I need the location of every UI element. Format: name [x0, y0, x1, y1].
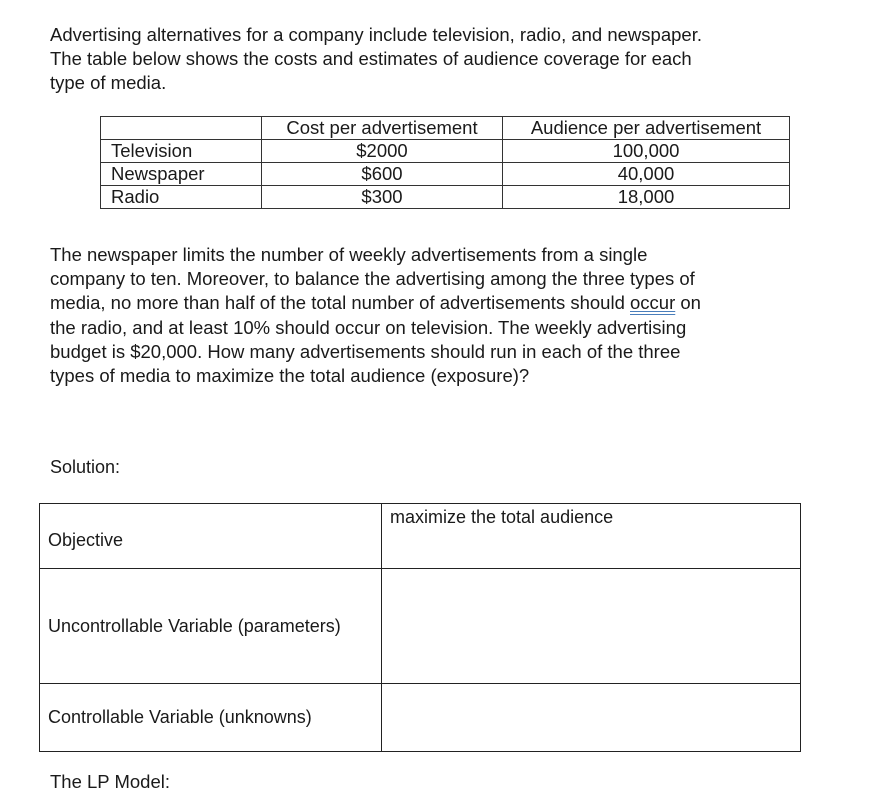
intro-line: The table below shows the costs and estimates of audience coverage for each: [50, 48, 692, 70]
controllable-variable-label: Controllable Variable (unknowns): [40, 684, 382, 752]
header-cost: Cost per advertisement: [262, 117, 503, 140]
controllable-variable-cell[interactable]: [382, 684, 801, 752]
media-name: Television: [101, 140, 262, 163]
uncontrollable-variable-cell[interactable]: [382, 569, 801, 684]
problem-line: types of media to maximize the total audience (exposure)?: [50, 365, 530, 387]
problem-line: The newspaper limits the number of weekly advertisements from a single: [50, 244, 648, 265]
media-audience: 18,000: [503, 186, 790, 209]
uncontrollable-variable-label: Uncontrollable Variable (parameters): [40, 569, 382, 684]
media-cost: $2000: [262, 140, 503, 163]
intro-paragraph: [50, 23, 850, 96]
table-header-row: [101, 117, 790, 140]
table-row: [40, 504, 801, 569]
problem-line: media, no more than half of the total number of advertisements should: [50, 292, 630, 314]
problem-paragraph: [50, 243, 870, 388]
lp-model-heading: The LP Model:: [50, 771, 170, 792]
media-name: Radio: [101, 186, 262, 209]
table-row: [101, 140, 790, 163]
header-audience: Audience per advertisement: [503, 117, 790, 140]
intro-line: type of media.: [50, 72, 167, 94]
objective-cell[interactable]: maximize the total audience: [382, 504, 801, 569]
solution-heading: Solution:: [50, 457, 121, 477]
media-cost: $300: [262, 186, 503, 209]
table-row: [40, 684, 801, 752]
table-row: [101, 186, 790, 209]
intro-line: Advertising alternatives for a company include television, radio, and newspaper.: [50, 24, 702, 45]
solution-table: [39, 503, 801, 752]
objective-label: Objective: [40, 504, 382, 569]
media-name: Newspaper: [101, 163, 262, 186]
media-audience: 100,000: [503, 140, 790, 163]
media-cost-table: [100, 116, 790, 209]
header-media: [101, 117, 262, 140]
problem-line: company to ten. Moreover, to balance the advertising among the three types of: [50, 268, 695, 290]
table-row: [40, 569, 801, 684]
problem-line: the radio, and at least 10% should occur on television. The weekly advertising: [50, 316, 687, 338]
table-row: [101, 163, 790, 186]
grammar-flagged-word[interactable]: occur: [630, 292, 676, 314]
problem-line: on: [675, 292, 701, 314]
problem-line: budget is $20,000. How many advertisements should run in each of the three: [50, 340, 681, 362]
media-audience: 40,000: [503, 163, 790, 186]
media-cost: $600: [262, 163, 503, 186]
